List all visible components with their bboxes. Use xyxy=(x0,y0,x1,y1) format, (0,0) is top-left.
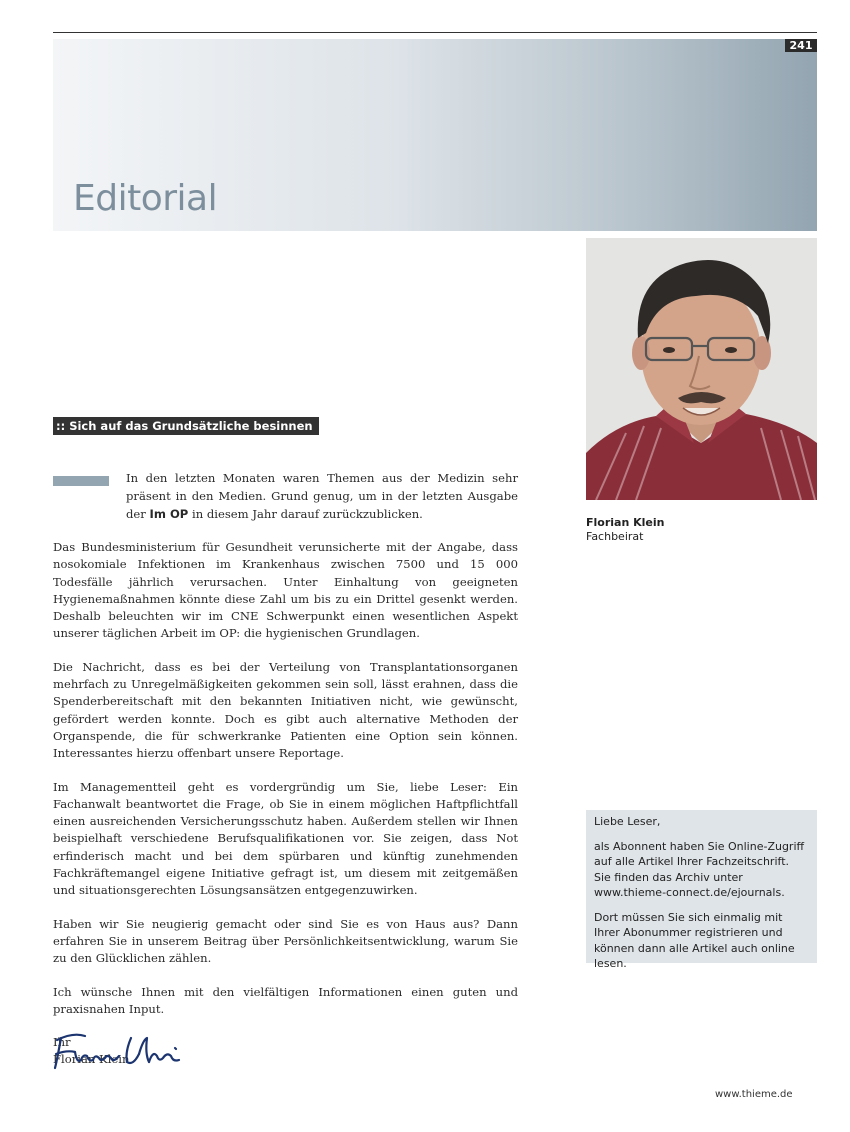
author-caption-role: Fachbeirat xyxy=(586,530,644,543)
page-title: Editorial xyxy=(73,178,218,219)
top-rule xyxy=(53,32,817,33)
header-banner xyxy=(53,39,817,231)
closing-name: Florian Klein xyxy=(53,1052,130,1067)
lead-paragraph xyxy=(126,469,518,523)
lead-accent-bar xyxy=(53,476,109,486)
article-body xyxy=(53,539,518,1069)
body-paragraph-wishes: Ich wünsche Ihnen mit den vielfältigen Informationen einen guten und praxisnahen Input. xyxy=(53,984,518,1016)
handwritten-signature xyxy=(53,1030,203,1075)
info-box-greeting: Liebe Leser, xyxy=(594,815,661,828)
section-heading: :: Sich auf das Grundsätzliche besinnen xyxy=(53,417,319,435)
body-paragraph-personality: Haben wir Sie neugierig gemacht oder sind Sie es von Haus aus? Dann erfahren Sie in unserem Beitrag über Persönlichkeitsentwicklung, warum Sie zu den Glücklichen zählen. xyxy=(53,916,518,966)
page-number: 241 xyxy=(785,39,817,52)
closing-greeting: Ihr xyxy=(53,1035,71,1050)
author-portrait-image xyxy=(586,238,817,500)
body-paragraph-organ-donation: Die Nachricht, dass es bei der Verteilung von Transplantationsorganen mehrfach zu Unregelmäßigkeiten gekommen sein soll, lässt erahnen, dass die Spenderbereitschaft mit den bekannten Initiativen nicht, wie gewünscht, gefördert werden konnte. Doch es gibt auch alternative Methoden der Organspende, die für schwerkranke Patienten eine Option sein können. Interessantes hierzu offenbart unsere Reportage. xyxy=(53,659,518,761)
online-access-info-box xyxy=(586,810,817,970)
body-paragraph-hygiene: Das Bundesministerium für Gesundheit verunsicherte mit der Angabe, dass nosokomiale Infektionen im Krankenhaus zwischen 7500 und 15 000 Todesfälle jährlich verursachen. Unter Einhaltung von geeigneten Hygienemaßnahmen könnte diese Zahl um bis zu ein Drittel gesenkt werden. Deshalb beleuchten wir im CNE Schwerpunkt einen wesentlichen Aspekt unserer täglichen Arbeit im OP: die hygienischen Grundlagen. xyxy=(53,540,518,641)
author-photo xyxy=(586,238,817,500)
footer-url: www.thieme.de xyxy=(715,1089,793,1100)
info-box-paragraph-register: Dort müssen Sie sich einmalig mit Ihrer Abonummer registrieren und können dann alle Artikel auch online lesen. xyxy=(594,910,795,970)
lead-magazine-name: Im OP xyxy=(149,507,189,521)
body-paragraph-management: Im Managementteil geht es vordergründig um Sie, liebe Leser: Ein Fachanwalt beantwortet die Frage, ob Sie in einem möglichen Haftpflichtfall einen ausreichenden Versicherungsschutz haben. Außerdem stellen wir Ihnen beispielhaft verschiedene Berufsqualifikationen vor. Sie zeigen, dass Not erfinderisch macht und bei dem spürbaren und künftig zunehmenden Fachkräftemangel eigene Initiative gefragt ist, um diesem mit zeitgemäßen und situationsgerechten Lösungsansätzen entgegenzuwirken. xyxy=(53,779,518,898)
lead-text-end: in diesem Jahr darauf zurückzublicken. xyxy=(188,507,423,521)
author-caption-name: Florian Klein xyxy=(586,516,665,529)
lead-text-start: In den letzten Monaten waren Themen aus der Medizin sehr präsent in den Medien. Grund genug, um in der letzten Ausgabe der xyxy=(126,471,518,521)
info-box-paragraph-access: als Abonnent haben Sie Online-Zugriff auf alle Artikel Ihrer Fachzeitschrift. Sie finden das Archiv unter www.thieme-connect.de/ejournals. xyxy=(594,839,805,899)
